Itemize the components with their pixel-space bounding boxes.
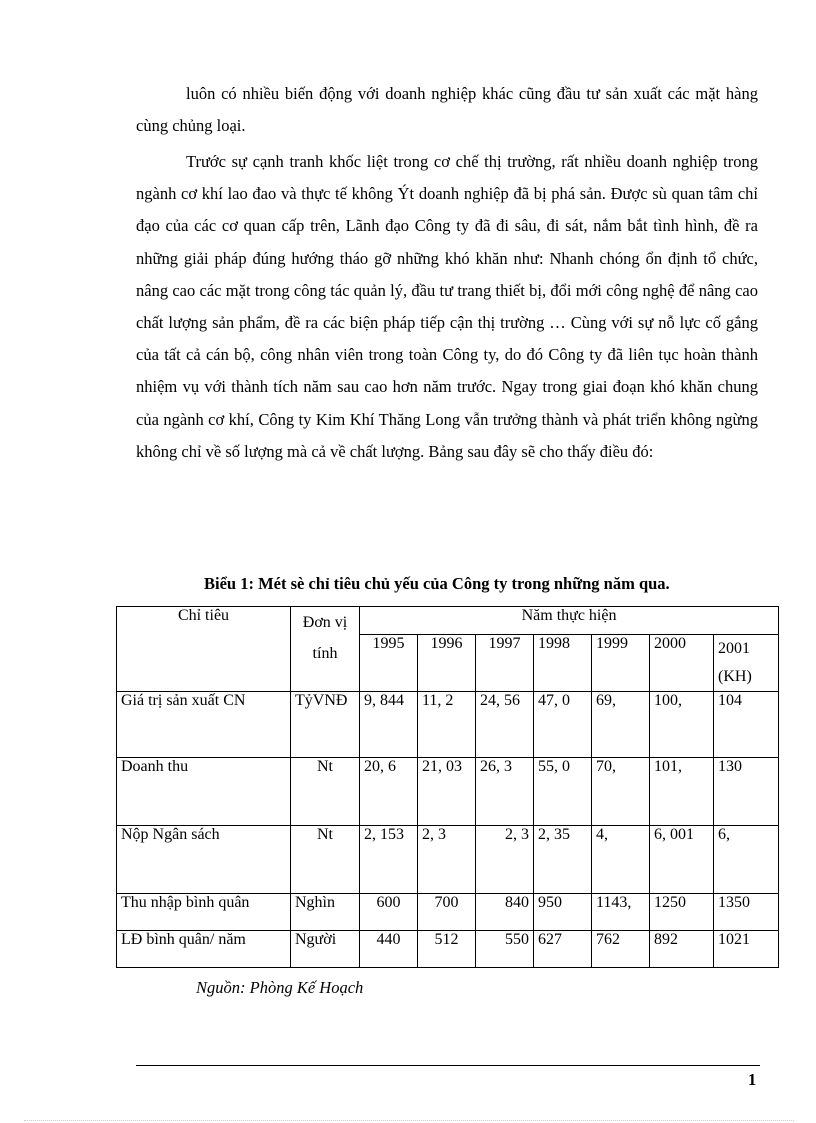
cell-value: 2, 35 [534,826,592,894]
table-row [117,758,779,826]
table-source: Nguồn: Phòng Kế Hoạch [196,978,364,997]
table-row [117,894,779,931]
cell-value: 627 [534,931,592,968]
cell-value: 24, 56 [476,692,534,758]
cell-value: 950 [534,894,592,931]
cell-value: 6, [714,826,779,894]
page-number: 1 [748,1070,757,1089]
statistics-table [116,606,779,968]
cell-value: 600 [360,894,418,931]
row-label: Thu nhập bình quân [117,894,291,931]
cell-value: 440 [360,931,418,968]
header-year: 1995 [360,635,418,692]
cell-value: 1143, [592,894,650,931]
header-indicator: Chỉ tiêu [117,607,291,692]
table-row [117,931,779,968]
table-caption: Biểu 1: Mét sè chỉ tiêu chủ yếu của Công ty trong những năm qua. [204,574,670,593]
row-label: LĐ bình quân/ năm [117,931,291,968]
cell-value: 892 [650,931,714,968]
cell-value: 100, [650,692,714,758]
header-year: 2001 (KH) [714,635,779,692]
page-bottom-edge [24,1120,794,1121]
cell-value: 2, 153 [360,826,418,894]
cell-value: 2, 3 [418,826,476,894]
table-row [117,692,779,758]
cell-value: 840 [476,894,534,931]
row-unit: Người [291,931,360,968]
header-unit: Đơn vị tính [291,607,360,692]
cell-value: 1021 [714,931,779,968]
cell-value: 550 [476,931,534,968]
cell-value: 104 [714,692,779,758]
row-unit: TỷVNĐ [291,692,360,758]
header-year: 1998 [534,635,592,692]
cell-value: 69, [592,692,650,758]
cell-value: 9, 844 [360,692,418,758]
footer-rule [136,1065,760,1066]
cell-value: 762 [592,931,650,968]
header-year: 1999 [592,635,650,692]
row-unit: Nt [291,758,360,826]
row-unit: Nt [291,826,360,894]
cell-value: 6, 001 [650,826,714,894]
cell-value: 70, [592,758,650,826]
cell-value: 21, 03 [418,758,476,826]
row-label: Doanh thu [117,758,291,826]
table-row [117,826,779,894]
cell-value: 11, 2 [418,692,476,758]
paragraph-2: Trước sự cạnh tranh khốc liệt trong cơ chế thị trường, rất nhiều doanh nghiệp trong ngành cơ khí lao đao và thực tế không Ýt doanh nghiệp đã bị phá sản. Được sù quan tâm chỉ đạo của các cơ quan cấp trên, Lãnh đạo Công ty đã đi sâu, đi sát, nắm bắt tình hình, đề ra những giải pháp đúng hướng tháo gỡ những khó khăn như: Nhanh chóng ổn định tổ chức, nâng cao các mặt trong công tác quản lý, đầu tư trang thiết bị, đổi mới công nghệ để nâng cao chất lượng sản phẩm, đề ra các biện pháp tiếp cận thị trường … Cùng với sự nỗ lực cố gắng của tất cả cán bộ, công nhân viên trong toàn Công ty, do đó Công ty đã liên tục hoàn thành nhiệm vụ với thành tích năm sau cao hơn năm trước. Ngay trong giai đoạn khó khăn chung của ngành cơ khí, Công ty Kim Khí Thăng Long vẫn trưởng thành và phát triển không ngừng không chỉ về số lượng mà cả về chất lượng. Bảng sau đây sẽ cho thấy điều đó: [136,152,758,461]
cell-value: 20, 6 [360,758,418,826]
cell-value: 26, 3 [476,758,534,826]
cell-value: 101, [650,758,714,826]
cell-value: 130 [714,758,779,826]
row-label: Giá trị sản xuất CN [117,692,291,758]
cell-value: 1350 [714,894,779,931]
header-years-group: Năm thực hiện [360,607,779,635]
row-label: Nộp Ngân sách [117,826,291,894]
cell-value: 2, 3 [476,826,534,894]
cell-value: 55, 0 [534,758,592,826]
header-year: 1996 [418,635,476,692]
paragraph-1: luôn có nhiều biến động với doanh nghiệp khác cũng đầu tư sản xuất các mặt hàng cùng chủng loại. [136,84,758,136]
row-unit: Nghìn [291,894,360,931]
cell-value: 4, [592,826,650,894]
cell-value: 47, 0 [534,692,592,758]
header-year: 1997 [476,635,534,692]
cell-value: 700 [418,894,476,931]
cell-value: 512 [418,931,476,968]
header-year: 2000 [650,635,714,692]
cell-value: 1250 [650,894,714,931]
